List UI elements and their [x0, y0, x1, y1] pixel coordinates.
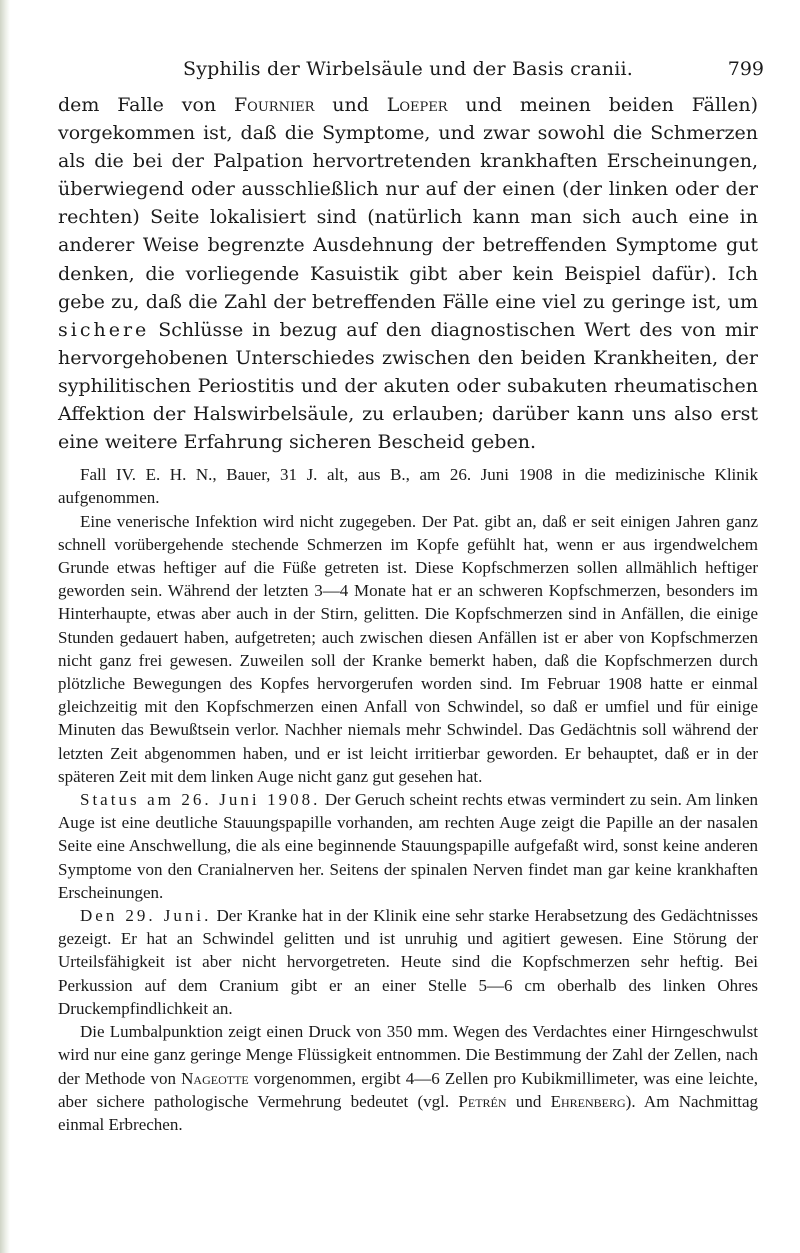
emphasized-word: sichere	[58, 318, 150, 341]
author-name: Petrén	[458, 1091, 507, 1111]
status-date: Status am 26. Juni 1908.	[80, 790, 321, 810]
text-run: und meinen beiden Fällen) vorgekommen ist, daß die Symptome, und zwar sowohl die Schmerzen als die bei der Palpation hervortretenden krankhaften Erscheinungen, überwiegend oder ausschließlich nur auf der einen (der linken oder der rechten) Seite lokalisiert sind (natürlich kann man sich auch eine in anderer Weise begrenzte Ausdehnung der betreffenden Symptome gut denken, die vorliegende Kasuistik gibt aber kein Beispiel dafür). Ich gebe zu, daß die Zahl der betreffenden Fälle eine viel zu geringe ist, um	[58, 94, 758, 313]
author-name: Nageotte	[181, 1068, 249, 1088]
running-title: Syphilis der Wirbelsäule und der Basis cranii.	[182, 58, 633, 80]
text-run: ). Am Nachmittag einmal Erbrechen.	[58, 1091, 759, 1134]
case-lumbar-puncture	[58, 1020, 758, 1136]
page-header	[58, 58, 764, 88]
text-run: dem Falle von	[58, 94, 234, 116]
main-paragraph	[58, 91, 758, 456]
text-run: vorgenommen, ergibt 4—6 Zellen pro Kubikmillimeter, was eine leichte, aber sichere pathologische Vermehrung bedeutet (vgl.	[58, 1068, 758, 1111]
text-run: Der Geruch scheint rechts etwas vermindert zu sein. Am linken Auge ist eine deutliche Stauungspapille vorhanden, am rechten Auge zeigt die Papille an der nasalen Seite eine Anschwellung, die als eine beginnende Stauungspapille aufgefaßt wird, sonst keine anderen Symptome von den Cranialnerven her. Seitens der spinalen Nerven findet man gar keine krankhaften Erscheinungen.	[58, 790, 758, 902]
author-name: Loeper	[386, 94, 448, 116]
case-history: Eine venerische Infektion wird nicht zugegeben. Der Pat. gibt an, daß er seit einigen Jahren ganz schnell vorübergehende stechende Schmerzen im Kopfe gefühlt hat, wenn er aus irgendwelchem Grunde etwas heftiger auf die Füße getreten ist. Diese Kopfschmerzen sollen allmählich heftiger geworden sein. Während der letzten 3—4 Monate hat er an schweren Kopfschmerzen, besonders im Hinterhaupte, etwas aber auch in der Stirn, gelitten. Die Kopfschmerzen sind in Anfällen, die einige Stunden gedauert haben, aufgetreten; auch zwischen diesen Anfällen ist er aber von Kopfschmerzen nicht ganz frei gewesen. Zuweilen soll der Kranke bemerkt haben, daß die Kopfschmerzen durch plötzliche Bewegungen des Kopfes hervorgerufen worden sind. Im Februar 1908 hatte er einmal gleichzeitig mit den Kopfschmerzen einen Anfall von Schwindel, so daß er umfiel und für einige Minuten das Bewußtsein verlor. Nachher niemals mehr Schwindel. Das Gedächtnis soll während der letzten Zeit abgenommen haben, und er ist leicht irritierbar geworden. Er behauptet, daß er in der späteren Zeit mit dem linken Auge nicht ganz gut gesehen hat.	[58, 511, 758, 786]
case-heading: Fall IV. E. H. N., Bauer, 31 J. alt, aus B., am 26. Juni 1908 in die medizinische Klinik aufgenommen.	[58, 465, 758, 508]
text-run: und	[314, 94, 387, 116]
case-followup	[58, 904, 758, 1020]
author-name: Fournier	[234, 94, 315, 116]
text-run: Die Lumbalpunktion zeigt einen Druck von 350 mm. Wegen des Verdachtes einer Hirngeschwulst wird nur eine ganz geringe Menge Flüssigkeit entnommen. Die Bestimmung der Zahl der Zellen, nach der Methode von	[58, 1022, 758, 1088]
followup-date: Den 29. Juni.	[80, 906, 212, 926]
text-run: Schlüsse in bezug auf den diagnostischen Wert des von mir hervorgehobenen Unterschiedes zwischen den beiden Krankheiten, der syphilitischen Periostitis und der akuten oder subakuten rheumatischen Affektion der Halswirbelsäule, zu erlauben; darüber kann uns also erst eine weitere Erfahrung sicheren Bescheid geben.	[58, 318, 758, 454]
book-page	[58, 58, 764, 1136]
text-run: und	[506, 1091, 551, 1111]
text-run: Der Kranke hat in der Klinik eine sehr starke Herabsetzung des Gedächtnisses gezeigt. Er hat an Schwindel gelitten und ist unruhig und agitiert gewesen. Eine Störung der Urteilsfähigkeit ist aber nicht hervorgetreten. Heute sind die Kopfschmerzen sehr heftig. Bei Perkussion auf dem Cranium gibt er an einer Stelle 5—6 cm oberhalb des linken Ohres Druckempfindlichkeit an.	[58, 906, 758, 1018]
case-status	[58, 788, 758, 904]
scan-gutter-shadow	[0, 0, 10, 1253]
page-number: 799	[727, 58, 764, 80]
author-name: Ehrenberg	[550, 1091, 626, 1111]
